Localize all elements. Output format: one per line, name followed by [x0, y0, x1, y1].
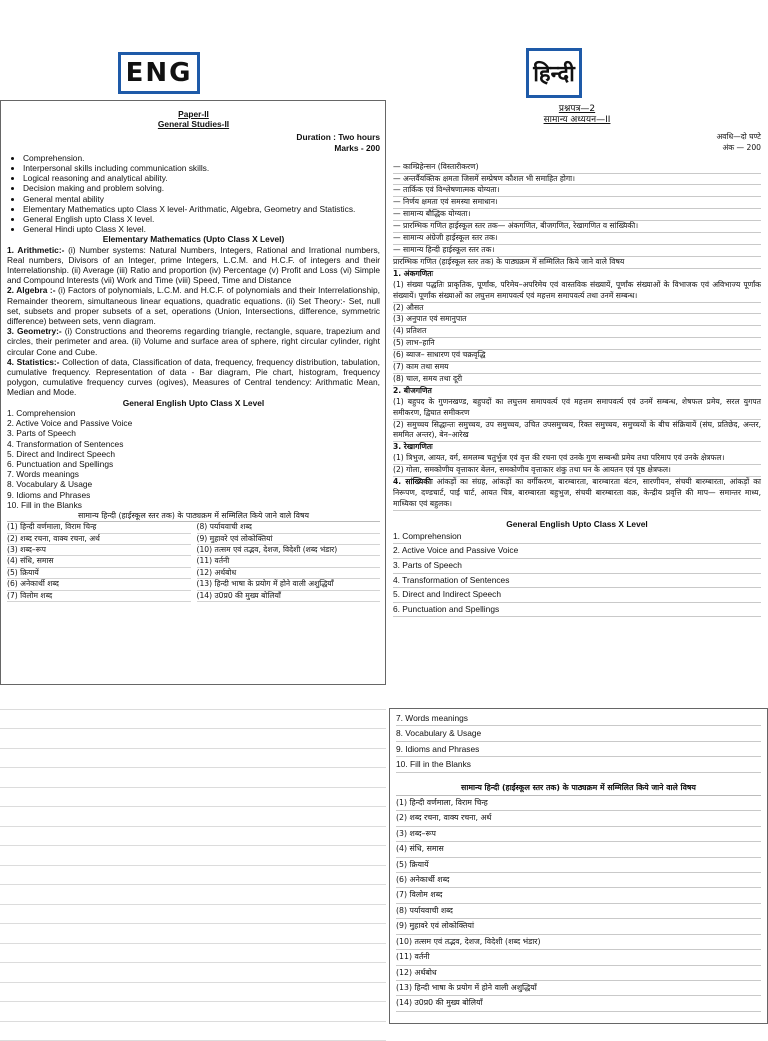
geo-item: (2) गोला, समकोणीय वृत्ताकार बेलन, समकोणीय वृत्ताकार शंकु तथा घन के आयतन एवं पृष्ठ क्षेत्रफल।	[393, 465, 761, 477]
hindi-topic-item: (9) मुहावरे एवं लोकोक्तियां	[396, 919, 761, 934]
ruled-line	[0, 807, 386, 827]
hindi-topic-item: — सामान्य हिन्दी हाईस्कूल स्तर तक।	[393, 245, 761, 257]
hindi-topic-item: (8) पर्यायवाची शब्द	[396, 904, 761, 919]
hindi-topic-item: (9) मुहावरे एवं लोकोक्तियां	[197, 534, 381, 545]
hindi-topic-item: (1) हिन्दी वर्णमाला, विराम चिन्ह	[396, 796, 761, 811]
english-topic-item: 4. Transformation of Sentences	[393, 574, 761, 589]
topic-item: • Decision making and problem solving.	[23, 183, 380, 193]
english-topic-item: 3. Parts of Speech	[7, 428, 380, 438]
paper-subject: General Studies-II	[7, 119, 380, 129]
hindi-topic-item: (2) शब्द रचना, वाक्य रचना, अर्थ	[396, 811, 761, 826]
hindi-topics	[7, 522, 380, 602]
topic-item: • Interpersonal skills including communication skills.	[23, 163, 380, 173]
hindi-topics-col1	[7, 522, 191, 602]
hindi-topic-item: (3) शब्द–रूप	[7, 545, 191, 556]
hindi-topic-item: — सामान्य बौद्धिक योग्यता।	[393, 209, 761, 221]
hindi-marks: अंक — 200	[393, 143, 761, 154]
topic-item: • Comprehension.	[23, 153, 380, 163]
alg-items	[393, 397, 761, 443]
hindi-topic-item: (11) वर्तनी	[396, 950, 761, 965]
hindi-topic-item: (10) तत्सम एवं तद्भव, देशज, विदेशी (शब्द भंडार)	[396, 935, 761, 950]
duration: Duration : Two hours	[7, 132, 380, 142]
hindi-topic-item: (4) संधि, समास	[396, 842, 761, 857]
hindi-syllabus-continued	[389, 708, 768, 1024]
hindi-paper-title: प्रश्नपत्र—2	[393, 104, 761, 115]
hindi-topic-item: (6) अनेकार्थी शब्द	[7, 579, 191, 590]
topic-item: • General English upto Class X level.	[23, 214, 380, 224]
ruled-line	[0, 963, 386, 983]
math-topic-text: (i) Factors of polynomials, L.C.M. and H.C.F. of polynomials and their Interrelationship, Remainder theorem, simultaneous linear equations, quadratic equations. (ii) Set Theory:- Set, null set, subsets and proper subsets of a set, operations (Union, Intersections, difference, symmetric difference) between sets, venn diagram.	[7, 285, 380, 326]
english-topic-item: 4. Transformation of Sentences	[7, 439, 380, 449]
english-topic-item: 1. Comprehension	[7, 408, 380, 418]
arith-item: (3) अनुपात एवं समानुपात	[393, 314, 761, 326]
math-topic-text: Collection of data, Classification of data, frequency, frequency distribution, tabulation, cumulative frequency. Representation of data - Bar diagram, Pie chart, histogram, frequency polygon, cumulative frequency curves (ogives), Measures of Central tendency: Arithmatic Mean, Median and Mode.	[7, 357, 380, 398]
stat-title: 4. सांख्यिकीः	[393, 477, 433, 486]
arith-items	[393, 280, 761, 386]
ruled-line	[0, 924, 386, 944]
english-topic-item: 9. Idioms and Phrases	[7, 490, 380, 500]
hindi-topic-item: (7) विलोम शब्द	[7, 591, 191, 602]
hindi-topic-list	[393, 162, 761, 257]
alg-item: (2) समुच्चय सिद्धान्तः समुच्चय, उप समुच्चय, उचित उपसमुच्चय, रिक्त समुच्चय, समुच्चयों के बीच संक्रियायें (संघ, प्रतिछेद, अन्तर, सममित अन्तर), बेन–आरेख	[393, 420, 761, 443]
stat-text: आंकड़ों का संग्रह, आंकड़ों का वर्गीकरण, बारम्बारता, बारम्बारता बंटन, सारणीयन, संचयी बारम्बारता, आंकड़ों का निरूपण, दण्डचार्ट, पाई चार्ट, आयत चित्र, बारम्बारता बहुभुज, संचयी बारम्बारता वक्र, केन्द्रीय प्रवृत्ति की माप— समान्तर माध्य, माध्यिका एवं बहुलक।	[393, 477, 761, 508]
paper-title: Paper-II	[7, 109, 380, 119]
hindi-topic-item: (1) हिन्दी वर्णमाला, विराम चिन्ह	[7, 522, 191, 533]
hindi-topics-col2	[197, 522, 381, 602]
hindi-topic-item: (10) तत्सम एवं तद्भव, देशज, विदेशी (शब्द भंडार)	[197, 545, 381, 556]
ruled-line	[0, 1002, 386, 1022]
hindi-topic-item: (8) पर्यायवाची शब्द	[197, 522, 381, 533]
english-heading: General English Upto Class X Level	[7, 398, 380, 408]
hindi-topic-item: (3) शब्द–रूप	[396, 827, 761, 842]
hindi-topic-item: (6) अनेकार्थी शब्द	[396, 873, 761, 888]
hindi-logo-text: हिन्दी	[533, 58, 575, 88]
hindi-topic-item: (14) उ0प्र0 की मुख्य बोलियॉं	[396, 996, 761, 1011]
ruled-line	[0, 710, 386, 730]
hindi-topic-item: — निर्णय क्षमता एवं समस्या समाधान।	[393, 197, 761, 209]
hindi-topic-item: (5) क्रियायें	[7, 568, 191, 579]
topic-item: • Logical reasoning and analytical ability.	[23, 173, 380, 183]
hindi-heading: सामान्य हिन्दी (हाईस्कूल स्तर तक) के पाठ्यक्रम में सम्मिलित किये जाने वाले विषय	[7, 511, 380, 522]
hindi-topic-item: — तार्किक एवं विश्लेषणात्मक योग्यता।	[393, 185, 761, 197]
topic-list	[7, 153, 380, 235]
english-topic-item: 5. Direct and Indirect Speech	[393, 588, 761, 603]
math-topic	[7, 326, 380, 357]
arith-item: (2) औसत	[393, 303, 761, 315]
topic-item: • Elementary Mathematics upto Class X level- Arithmatic, Algebra, Geometry and Statistics.	[23, 204, 380, 214]
english-topic-item: 2. Active Voice and Passive Voice	[393, 544, 761, 559]
geo-items	[393, 453, 761, 477]
arith-item: (4) प्रतिशत	[393, 326, 761, 338]
english-logo-text: ENG	[126, 58, 193, 88]
math-topic	[7, 245, 380, 286]
hindi-topic-item: (12) अर्थबोध	[197, 568, 381, 579]
math-topic-label: 4. Statistics:-	[7, 357, 59, 367]
english-topic-item: 10. Fill in the Blanks	[7, 500, 380, 510]
math-topic-text: (i) Number systems: Natural Numbers, Integers, Rational and Irrational numbers, Real numbers, Divisors of an Integer, prime Integers, L.C.M. and H.C.F. of integers and their Interrelationship. (ii) Average (iii) Ratio and proportion (iv) Percentage (v) Profit and Loss (vi) Simple and Compound Interests (vii) Work and Time (viii) Speed, Time and Distance	[7, 245, 380, 286]
arith-item: (5) लाभ–हानि	[393, 338, 761, 350]
english-topic-item: 8. Vocabulary & Usage	[7, 479, 380, 489]
hindi-eng-topics	[393, 530, 761, 618]
ruled-line	[0, 690, 386, 710]
english-topic-item: 10. Fill in the Blanks	[396, 757, 761, 772]
hindi-topic-item: (12) अर्थबोध	[396, 966, 761, 981]
arith-item: (6) ब्याज– साधारण एवं चक्रवृद्धि	[393, 350, 761, 362]
english-topic-item: 3. Parts of Speech	[393, 559, 761, 574]
hindi-topic-item: (13) हिन्दी भाषा के प्रयोग में होने वाली अशुद्धियॉं	[396, 981, 761, 996]
english-topic-item: 1. Comprehension	[393, 530, 761, 545]
arith-title: 1. अंकगणितः	[393, 269, 761, 280]
hindi-syllabus-panel	[389, 100, 768, 708]
hindi-topic-item: — अन्तर्वैयक्तिक क्षमता जिसमें सम्प्रेषण कौशल भी समाहित होगा।	[393, 174, 761, 186]
hindi-topic-item: (14) उ0प्र0 की मुख्य बोलियॉं	[197, 591, 381, 602]
alg-title: 2. बीजगणित	[393, 386, 761, 397]
ruled-line	[0, 788, 386, 808]
math-topic-text: (i) Constructions and theorems regarding triangle, rectangle, square, trapezium and circles, their perimeter and area. (ii) Volume and surface area of sphere, right circular cylinder, right circular Cone and Cube.	[7, 326, 380, 356]
english-topic-item: 9. Idioms and Phrases	[396, 742, 761, 757]
stat-item	[393, 477, 761, 511]
ruled-line	[0, 983, 386, 1003]
math-topic-label: 2. Algebra :-	[7, 285, 56, 295]
ruled-line	[0, 1022, 386, 1041]
ruled-line	[0, 866, 386, 886]
topic-item: • General Hindi upto Class X level.	[23, 224, 380, 234]
math-topic	[7, 285, 380, 326]
hindi-topic-item: (2) शब्द रचना, वाक्य रचना, अर्थ	[7, 534, 191, 545]
math-heading: Elementary Mathematics (Upto Class X Level)	[7, 234, 380, 244]
ruled-line	[0, 905, 386, 925]
hindi-eng-topics-cont	[396, 711, 761, 773]
ruled-line	[0, 749, 386, 769]
english-topics	[7, 408, 380, 510]
alg-item: (1) बहुपद के गुणनखण्ड, बहुपदों का लघुत्तम समापवर्त्य एवं महत्तम समापवर्त्य एवं उनमें सम्बन्ध, शेषफल प्रमेय, सरल युगपत समीकरण, द्विघात समीकरण	[393, 397, 761, 420]
math-section	[7, 245, 380, 398]
ruled-line	[0, 885, 386, 905]
english-topic-item: 8. Vocabulary & Usage	[396, 726, 761, 741]
math-topic-label: 3. Geometry:-	[7, 326, 62, 336]
ruled-line	[0, 846, 386, 866]
hindi-logo	[526, 48, 582, 98]
ruled-line	[0, 827, 386, 847]
arith-item: (7) काम तथा समय	[393, 362, 761, 374]
english-topic-item: 2. Active Voice and Passive Voice	[7, 418, 380, 428]
hindi-topic-item: (5) क्रियायें	[396, 858, 761, 873]
arith-item: (8) चाल, समय तथा दूरी	[393, 374, 761, 386]
ruled-line	[0, 768, 386, 788]
geo-title: 3. रेखागणितः	[393, 442, 761, 453]
hindi-topic-item: (7) विलोम शब्द	[396, 888, 761, 903]
geo-item: (1) त्रिभुज, आयत, वर्ग, समलम्ब चतुर्भुज एवं वृत्त की रचना एवं उनके गुण सम्बन्धी प्रमेय तथा परिमाप एवं उनके क्षेत्रफल।	[393, 453, 761, 465]
hindi-topic-item: — सामान्य अंग्रेजी हाईस्कूल स्तर तक।	[393, 233, 761, 245]
hindi-hindi-topics	[396, 796, 761, 1012]
hindi-eng-heading: General English Upto Class X Level	[393, 519, 761, 530]
ruled-blank-area	[0, 690, 386, 1024]
hindi-topic-item: (4) संधि, समास	[7, 556, 191, 567]
hindi-math-intro: प्रारम्भिक गणित (हाईस्कूल स्तर तक) के पाठ्यक्रम में सम्मिलित किये जाने वाले विषय	[393, 257, 761, 269]
topic-item: • General mental ability	[23, 194, 380, 204]
english-topic-item: 5. Direct and Indirect Speech	[7, 449, 380, 459]
english-topic-item: 6. Punctuation and Spellings	[393, 603, 761, 618]
english-topic-item: 7. Words meanings	[396, 711, 761, 726]
hindi-topic-item: (11) वर्तनी	[197, 556, 381, 567]
ruled-line	[0, 729, 386, 749]
arith-item: (1) संख्या पद्धतिः प्राकृतिक, पूर्णांक, परिमेय–अपरिमेय एवं वास्तविक संख्यायें, पूर्णांक संख्याओं के विभाजक एवं अविभाज्य पूर्णांक संख्यायें। पूर्णांक संख्याओं का लघुत्तम समापवर्त्य एवं महत्तम समापवर्त्य तथा उनमें सम्बन्ध।	[393, 280, 761, 303]
hindi-hindi-heading: सामान्य हिन्दी (हाईस्कूल स्तर तक) के पाठ्यक्रम में सम्मिलित किये जाने वाले विषय	[396, 781, 761, 796]
hindi-paper-subject: सामान्य अध्ययन—II	[393, 115, 761, 126]
marks: Marks - 200	[7, 143, 380, 153]
english-syllabus-panel	[0, 100, 386, 685]
english-topic-item: 6. Punctuation and Spellings	[7, 459, 380, 469]
hindi-topic-item: (13) हिन्दी भाषा के प्रयोग में होने वाली अशुद्धियॉं	[197, 579, 381, 590]
hindi-topic-item: — काम्प्रिहेन्सन (विस्तारीकरण)	[393, 162, 761, 174]
math-topic-label: 1. Arithmetic:-	[7, 245, 64, 255]
english-topic-item: 7. Words meanings	[7, 469, 380, 479]
ruled-line	[0, 944, 386, 964]
hindi-topic-item: — प्रारम्भिक गणित हाईस्कूल स्तर तक— अंकगणित, बीजगणित, रेखागणित व सांख्यिकी।	[393, 221, 761, 233]
english-logo	[118, 52, 200, 94]
hindi-duration: अवधि—दो घण्टे	[393, 132, 761, 143]
math-topic	[7, 357, 380, 398]
